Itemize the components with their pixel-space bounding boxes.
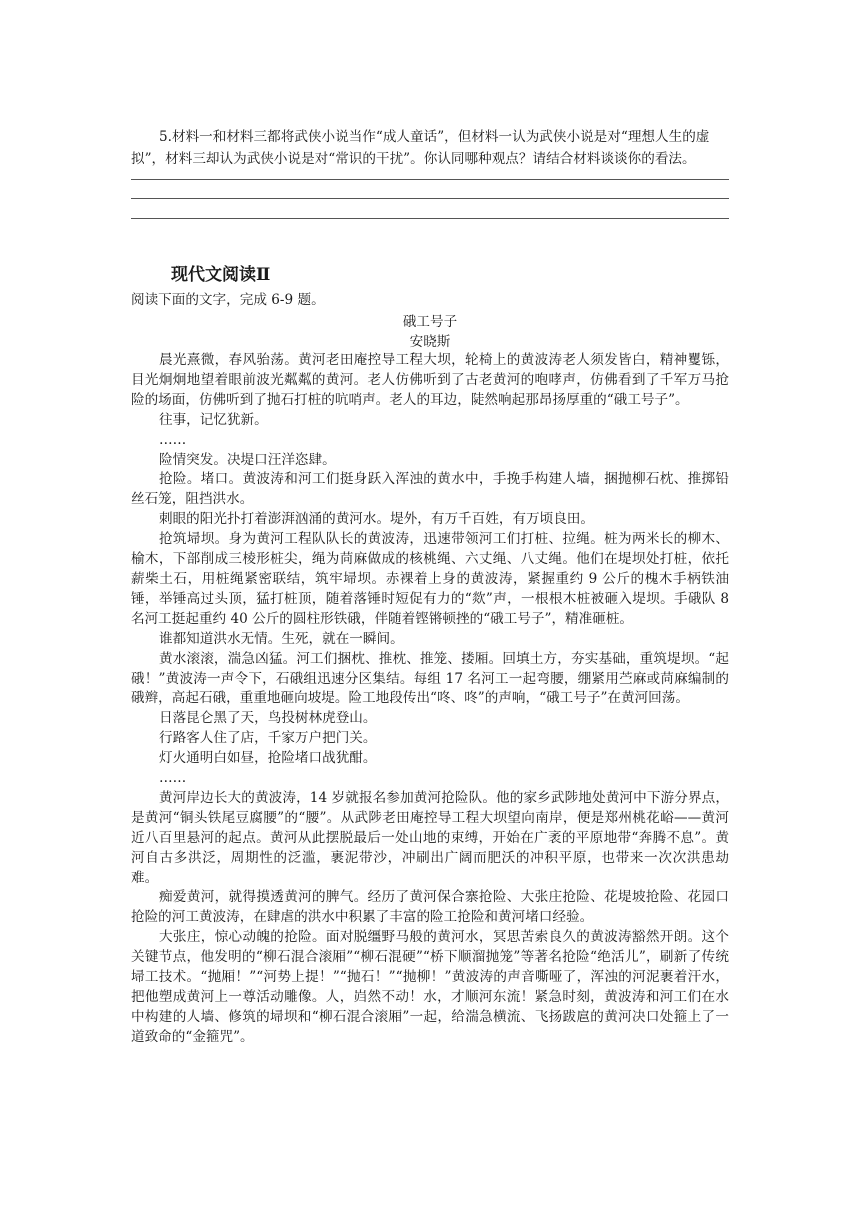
ellipsis: …… bbox=[159, 770, 187, 787]
paragraph: 晨光熹微，春风骀荡。黄河老田庵控导工程大坝，轮椅上的黄波涛老人须发皆白，精神矍铄，目光炯炯地望着眼前波光粼粼的黄河。老人仿佛听到了古老黄河的咆哮声，仿佛看到了千军万马抢险的场面，仿佛听到了抛石打桩的吭哨声。老人的耳边，陡然响起那昂扬厚重的“硪工号子”。 bbox=[131, 352, 729, 408]
ellipsis: …… bbox=[159, 431, 187, 448]
paragraph: 抢险。堵口。黄波涛和河工们挺身跃入浑浊的黄水中，手挽手构建人墙，捆抛柳石枕、推掷铅丝石笼，阻挡洪水。 bbox=[131, 471, 729, 508]
story-body bbox=[131, 351, 729, 1048]
chant-line: 日落昆仑黑了天，鸟投树林虎登山。 bbox=[159, 710, 377, 727]
paragraph: 刺眼的阳光扑打着澎湃汹涌的黄河水。堤外，有万千百姓，有万顷良田。 bbox=[159, 511, 594, 528]
paragraph: 往事，记忆犹新。 bbox=[159, 411, 268, 428]
paragraph: 大张庄，惊心动魄的抢险。面对脱缰野马般的黄河水，冥思苦索良久的黄波涛豁然开朗。这个关键节点，他发明的“柳石混合滚厢”“柳石混硬”“桥下顺溜抛笼”等著名抢险“绝活儿”，刷新了传统埽工技术。“抛厢！”“河势上提！”“抛石！”“抛柳！”黄波涛的声音嘶哑了，浑浊的河泥裹着汗水，把他塑成黄河上一尊活动雕像。人，岿然不动！水，才顺河东流！紧急时刻，黄波涛和河工们在水中构建的人墙、修筑的埽坝和“柳石混合滚厢”一起，给湍急横流、飞扬跋扈的黄河决口处箍上了一道致命的“金箍咒”。 bbox=[131, 929, 729, 1045]
story-title: 硪工号子 bbox=[402, 314, 458, 330]
chant-line: 行路客人住了店，千家万户把门关。 bbox=[159, 730, 377, 747]
reading-instruction: 阅读下面的文字，完成 6-9 题。 bbox=[131, 292, 325, 308]
section-title: 现代文阅读Ⅱ bbox=[171, 265, 271, 285]
paragraph: 痴爱黄河，就得摸透黄河的脾气。经历了黄河保合寨抢险、大张庄抢险、花堤坡抢险、花园口抢险的河工黄波涛，在肆虐的洪水中积累了丰富的险工抢险和黄河堵口经验。 bbox=[131, 889, 729, 926]
answer-line-1 bbox=[131, 179, 729, 180]
paragraph: 抢筑埽坝。身为黄河工程队队长的黄波涛，迅速带领河工们打桩、拉绳。桩为两米长的柳木、榆木，下部削成三棱形桩尖，绳为苘麻做成的核桃绳、六丈绳、八丈绳。他们在堤坝处打桩，依托薪柴土石，用桩绳紧密联结，筑牢埽坝。赤裸着上身的黄波涛，紧握重约 9 公斤的槐木手柄铁油锤，举锤高过头顶，猛打桩顶，随着落锤时短促有力的“欻”声，一根根木桩被砸入堤坝。手硪队 8 名河工挺起重约 40 公斤的圆柱形铁硪，伴随着铿锵顿挫的“硪工号子”，精准砸桩。 bbox=[131, 531, 729, 627]
paragraph: 险情突发。决堤口汪洋恣肆。 bbox=[159, 451, 336, 468]
answer-line-2 bbox=[131, 198, 729, 199]
question-5: 5.材料一和材料三都将武侠小说当作“成人童话”，但材料一认为武侠小说是对“理想人生的虚拟”，材料三却认为武侠小说是对“常识的干扰”。你认同哪种观点？请结合材料谈谈你的看法。 bbox=[131, 129, 710, 167]
paragraph: 黄水滚滚，湍急凶猛。河工们捆枕、推枕、推笼、搂厢。回填土方，夯实基础，重筑堤坝。“起硪！”黄波涛一声令下，石硪组迅速分区集结。每组 17 名河工一起弯腰，绷紧用苎麻或苘麻编制的硪辫，高起石硪，重重地砸向坡堤。险工地段传出“咚、咚”的声响，“硪工号子”在黄河回荡。 bbox=[131, 650, 729, 707]
chant-line: 灯火通明白如昼，抢险堵口战犹酣。 bbox=[159, 750, 377, 767]
paragraph: 谁都知道洪水无情。生死，就在一瞬间。 bbox=[159, 630, 404, 647]
answer-line-3 bbox=[131, 218, 729, 219]
paragraph: 黄河岸边长大的黄波涛，14 岁就报名参加黄河抢险队。他的家乡武陟地处黄河中下游分界点，是黄河“铜头铁尾豆腐腰”的“腰”。从武陟老田庵控导工程大坝望向南岸，便是郑州桃花峪——黄河近八百里悬河的起点。黄河从此摆脱最后一处山地的束缚，开始在广袤的平原地带“奔腾不息”。黄河自古多洪泛，周期性的泛滥，裹泥带沙，冲刷出广阔而肥沃的冲积平原，也带来一次次洪患劫难。 bbox=[131, 789, 729, 886]
story-author: 安晓斯 bbox=[409, 334, 451, 350]
